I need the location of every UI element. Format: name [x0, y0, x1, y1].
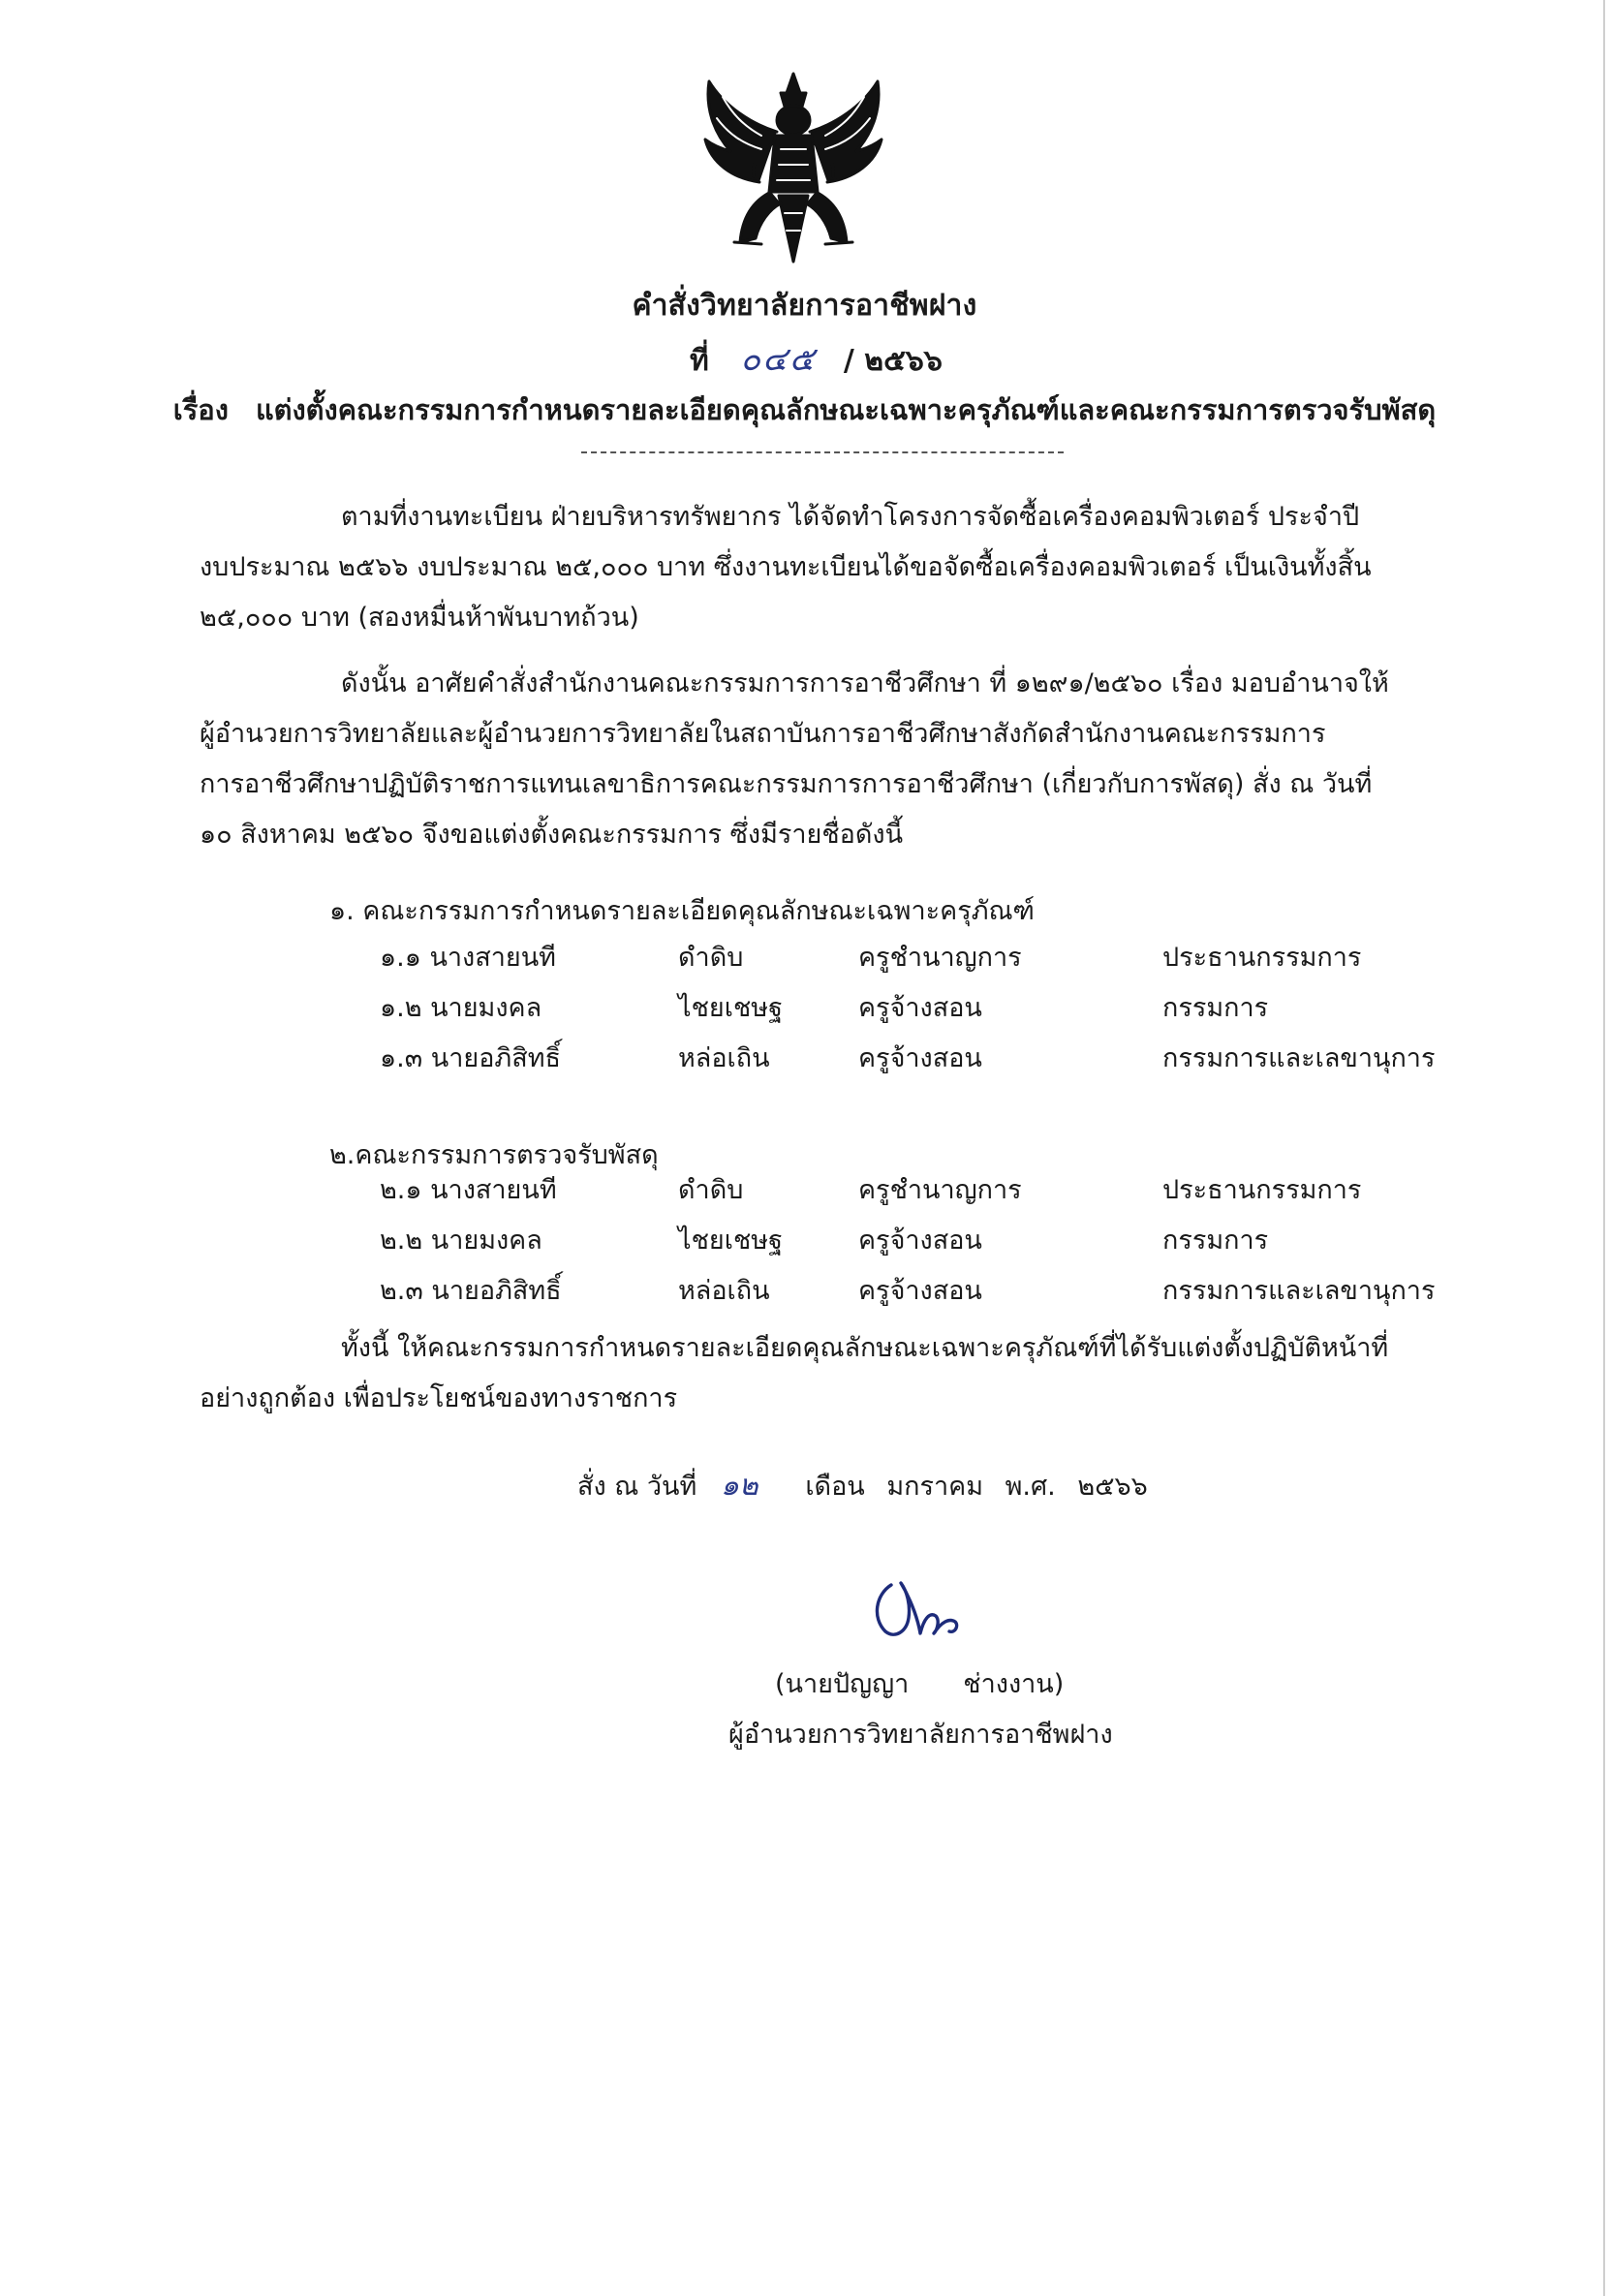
member-role: ประธานกรรมการ	[1162, 943, 1362, 973]
order-date	[577, 1463, 1148, 1508]
header-divider	[581, 451, 1064, 453]
order-number-handwritten: ๐๔๕	[740, 340, 817, 379]
member-name: ๑.๒ นายมงคล	[380, 993, 542, 1023]
paragraph-1-line: ๒๕,๐๐๐ บาท (สองหมื่นห้าพันบาทถ้วน)	[200, 603, 639, 633]
committee-2-member	[380, 1269, 1455, 1318]
order-date-month: มกราคม	[886, 1472, 984, 1502]
paragraph-1-line: งบประมาณ ๒๕๖๖ งบประมาณ ๒๕,๐๐๐ บาท ซึ่งงานทะเบียนได้ขอจัดซื้อเครื่องคอมพิวเตอร์ เป็นเงินทั้งสิ้น	[200, 552, 1372, 582]
paragraph-2-line: ดังนั้น อาศัยคำสั่งสำนักงานคณะกรรมการการอาชีวศึกษา ที่ ๑๒๙๑/๒๕๖๐ เรื่อง มอบอำนาจให้	[341, 668, 1389, 698]
committee-2-member	[380, 1219, 1455, 1267]
garuda-emblem-icon	[684, 68, 903, 275]
member-role: กรรมการและเลขานุการ	[1162, 1276, 1436, 1306]
member-position: ครูจ้างสอน	[858, 993, 982, 1023]
member-position: ครูจ้างสอน	[858, 1043, 982, 1073]
member-position: ครูชำนาญการ	[858, 943, 1022, 973]
member-name: ๒.๓ นายอภิสิทธิ์	[380, 1276, 562, 1306]
member-role: กรรมการและเลขานุการ	[1162, 1043, 1436, 1073]
order-date-year: ๒๕๖๖	[1077, 1472, 1148, 1502]
paragraph-1-line: ตามที่งานทะเบียน ฝ่ายบริหารทรัพยากร ได้จัดทำโครงการจัดซื้อเครื่องคอมพิวเตอร์ ประจำปี	[341, 502, 1360, 532]
member-role: กรรมการ	[1162, 1226, 1269, 1256]
order-number	[690, 332, 943, 385]
member-surname: หล่อเถิน	[678, 1043, 770, 1073]
signer-first-name: ปัญญา	[832, 1669, 910, 1699]
member-role: กรรมการ	[1162, 993, 1269, 1023]
paragraph-3	[200, 1323, 1449, 1424]
member-position: ครูจ้างสอน	[858, 1276, 982, 1306]
subject-label: เรื่อง	[172, 393, 229, 426]
member-surname: ไชยเชษฐ	[678, 1226, 783, 1256]
member-name: ๒.๑ นางสายนที	[380, 1175, 557, 1205]
paragraph-2-line: การอาชีวศึกษาปฏิบัติราชการแทนเลขาธิการคณะกรรมการการอาชีวศึกษา (เกี่ยวกับการพัสดุ) สั่ง ณ วันที่	[200, 769, 1373, 799]
page-edge	[1603, 0, 1605, 2296]
committee-2-member	[380, 1168, 1455, 1217]
order-date-day-handwritten: ๑๒	[720, 1469, 758, 1503]
committee-1-title: ๑. คณะกรรมการกำหนดรายละเอียดคุณลักษณะเฉพาะครุภัณฑ์	[329, 896, 1035, 926]
order-number-year: / ๒๕๖๖	[843, 344, 943, 378]
paragraph-2	[200, 659, 1449, 860]
committee-1-member	[380, 986, 1455, 1035]
member-surname: ดำดิบ	[678, 943, 744, 973]
paragraph-1	[200, 492, 1449, 643]
signer-name	[775, 1662, 1064, 1704]
signer-position: ผู้อำนวยการวิทยาลัยการอาชีพฝาง	[728, 1720, 1113, 1750]
member-name: ๑.๑ นางสายนที	[380, 943, 556, 973]
order-date-month-label: เดือน	[805, 1472, 865, 1502]
member-surname: หล่อเถิน	[678, 1276, 770, 1306]
order-date-era: พ.ศ.	[1005, 1472, 1056, 1502]
order-date-prefix: สั่ง ณ วันที่	[577, 1472, 697, 1502]
member-surname: ไชยเชษฐ	[678, 993, 783, 1023]
subject-text: แต่งตั้งคณะกรรมการกำหนดรายละเอียดคุณลักษณะเฉพาะครุภัณฑ์และคณะกรรมการตรวจรับพัสดุ	[255, 393, 1437, 426]
member-name: ๒.๒ นายมงคล	[380, 1226, 542, 1256]
document-title: คำสั่งวิทยาลัยการอาชีพฝาง	[632, 289, 977, 323]
paragraph-3-line: อย่างถูกต้อง เพื่อประโยชน์ของทางราชการ	[200, 1383, 678, 1413]
committee-1-member	[380, 1037, 1455, 1085]
committee-2-title: ๒.คณะกรรมการตรวจรับพัสดุ	[329, 1140, 659, 1170]
signer-title: (นาย	[775, 1669, 833, 1699]
member-role: ประธานกรรมการ	[1162, 1175, 1362, 1205]
member-surname: ดำดิบ	[678, 1175, 744, 1205]
signature-icon	[862, 1573, 978, 1647]
committee-1-member	[380, 936, 1455, 984]
signer-last-name: ช่างงาน)	[963, 1669, 1065, 1699]
paragraph-3-line: ทั้งนี้ ให้คณะกรรมการกำหนดรายละเอียดคุณลักษณะเฉพาะครุภัณฑ์ที่ได้รับแต่งตั้งปฏิบัติหน้าที่	[341, 1333, 1389, 1363]
member-position: ครูจ้างสอน	[858, 1226, 982, 1256]
order-number-label: ที่	[690, 344, 709, 378]
paragraph-2-line: ผู้อำนวยการวิทยาลัยและผู้อำนวยการวิทยาลัยในสถาบันการอาชีวศึกษาสังกัดสำนักงานคณะกรรมการ	[200, 719, 1326, 749]
paragraph-2-line: ๑๐ สิงหาคม ๒๕๖๐ จึงขอแต่งตั้งคณะกรรมการ ซึ่งมีรายชื่อดังนี้	[200, 820, 904, 850]
member-position: ครูชำนาญการ	[858, 1175, 1022, 1205]
member-name: ๑.๓ นายอภิสิทธิ์	[380, 1043, 561, 1073]
document-subject	[0, 388, 1609, 432]
